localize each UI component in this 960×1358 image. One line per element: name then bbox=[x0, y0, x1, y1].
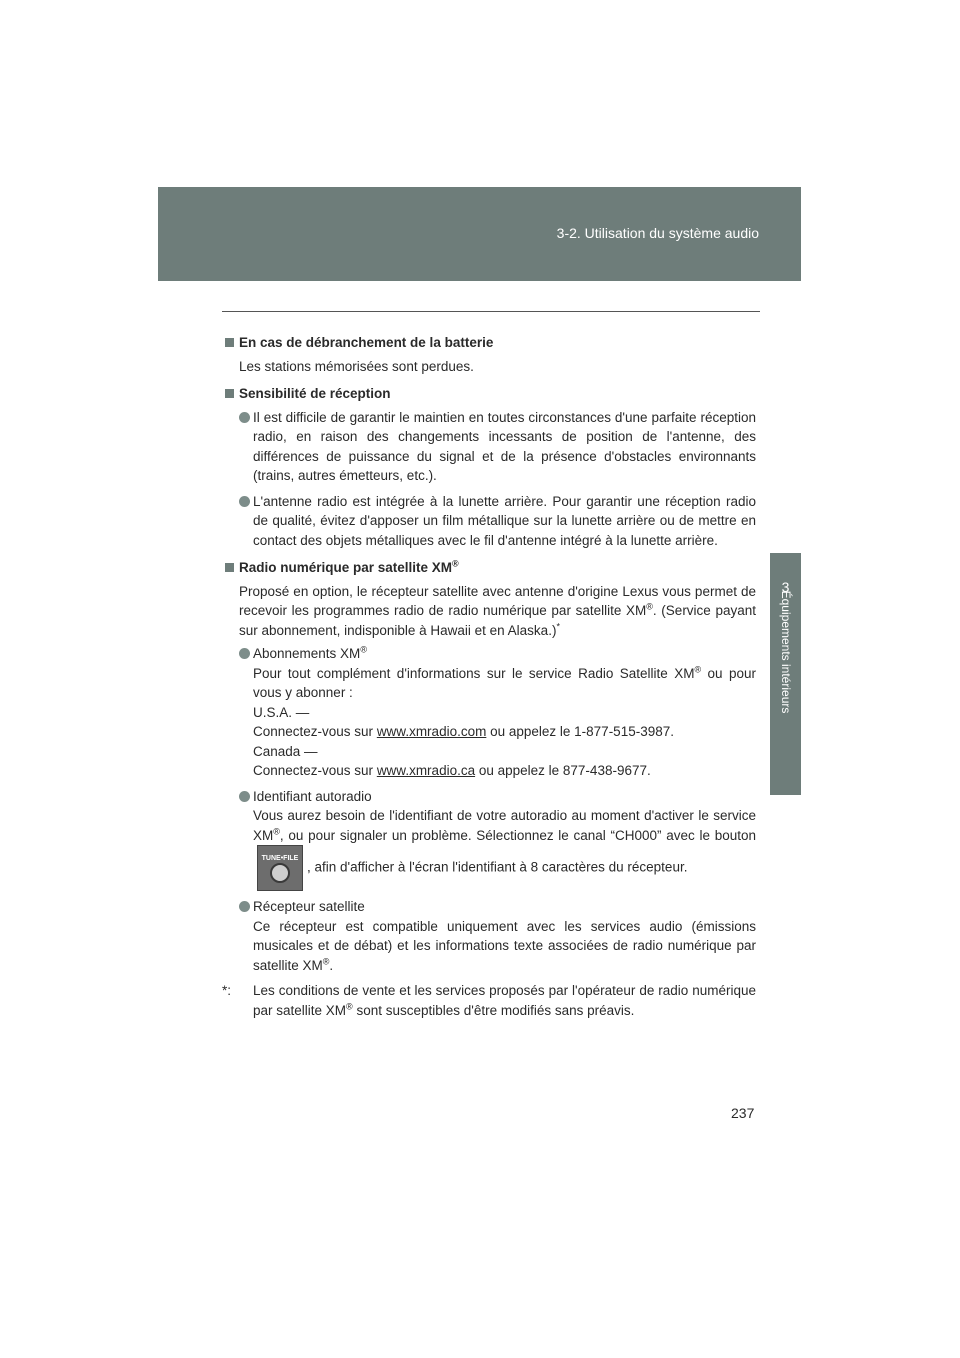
list-item: Abonnements XM® Pour tout complément d'informations sur le service Radio Satellite XM® ou pour vous y abonner : U.S.A. — Connectez-vous sur www.xmradio.com ou appelez le 1-877-515-3987. Canada — Connectez-vous sur www.xmradio.ca ou appelez le 877-438-9677. bbox=[222, 644, 756, 781]
square-icon bbox=[225, 563, 234, 572]
list-item: Identifiant autoradio Vous aurez besoin de l'identifiant de votre autoradio au moment d'activer le service XM®, ou pour signaler un problème. Sélectionnez le canal “CH000” avec le bouton TUNE•FILE , afin d'afficher à l'écran l'identifiant à 8 caractères du récepteur. bbox=[222, 787, 756, 892]
chapter-label: Équipements intérieurs bbox=[779, 590, 793, 714]
section-heading: En cas de débranchement de la batterie bbox=[222, 333, 756, 353]
xmradio-com-link[interactable]: www.xmradio.com bbox=[376, 724, 487, 739]
bullet-icon bbox=[239, 791, 250, 802]
bullet-icon bbox=[239, 496, 250, 507]
page-number: 237 bbox=[731, 1105, 755, 1121]
header-band bbox=[158, 187, 801, 281]
footnote: *: Les conditions de vente et les services proposés par l'opérateur de radio numérique par satellite XM® sont susceptibles d'être modifiés sans préavis. bbox=[222, 983, 756, 1018]
list-item: Récepteur satellite Ce récepteur est compatible uniquement avec les services audio (émissions musicales et de débat) et les informations texte associées de radio numérique par satellite XM®. bbox=[222, 897, 756, 975]
list-item: Il est difficile de garantir le maintien en toutes circonstances d'une parfaite réception radio, en raison des changements incessants de position de l'antenne, des différences de puissance du signal et de la présence d'obstacles environnants (trains, autres émetteurs, etc.). bbox=[222, 408, 756, 486]
chapter-tab bbox=[770, 553, 801, 795]
bullet-icon bbox=[239, 648, 250, 659]
bullet-icon bbox=[239, 412, 250, 423]
section-title: 3-2. Utilisation du système audio bbox=[556, 225, 759, 241]
square-icon bbox=[225, 389, 234, 398]
list-item: L'antenne radio est intégrée à la lunette arrière. Pour garantir une réception radio de qualité, évitez d'apposer un film métallique sur la lunette arrière ou de mettre en contact des objets métalliques avec le fil d'antenne intégré à la lunette arrière. bbox=[222, 492, 756, 551]
tune-file-knob-icon: TUNE•FILE bbox=[257, 845, 303, 891]
bullet-icon bbox=[239, 901, 250, 912]
paragraph: Proposé en option, le récepteur satellite avec antenne d'origine Lexus vous permet de recevoir les programmes radio de radio numérique par satellite XM®. (Service payant sur abonnement, indisponible à Hawaii et en Alaska.)* bbox=[239, 583, 756, 638]
xmradio-ca-link[interactable]: www.xmradio.ca bbox=[376, 763, 476, 778]
section-heading: Radio numérique par satellite XM® bbox=[222, 558, 756, 578]
chapter-number: 3 bbox=[781, 579, 790, 595]
section-heading: Sensibilité de réception bbox=[222, 384, 756, 404]
paragraph: Les stations mémorisées sont perdues. bbox=[239, 358, 474, 374]
page-content bbox=[222, 325, 756, 1020]
divider bbox=[222, 311, 760, 312]
square-icon bbox=[225, 338, 234, 347]
